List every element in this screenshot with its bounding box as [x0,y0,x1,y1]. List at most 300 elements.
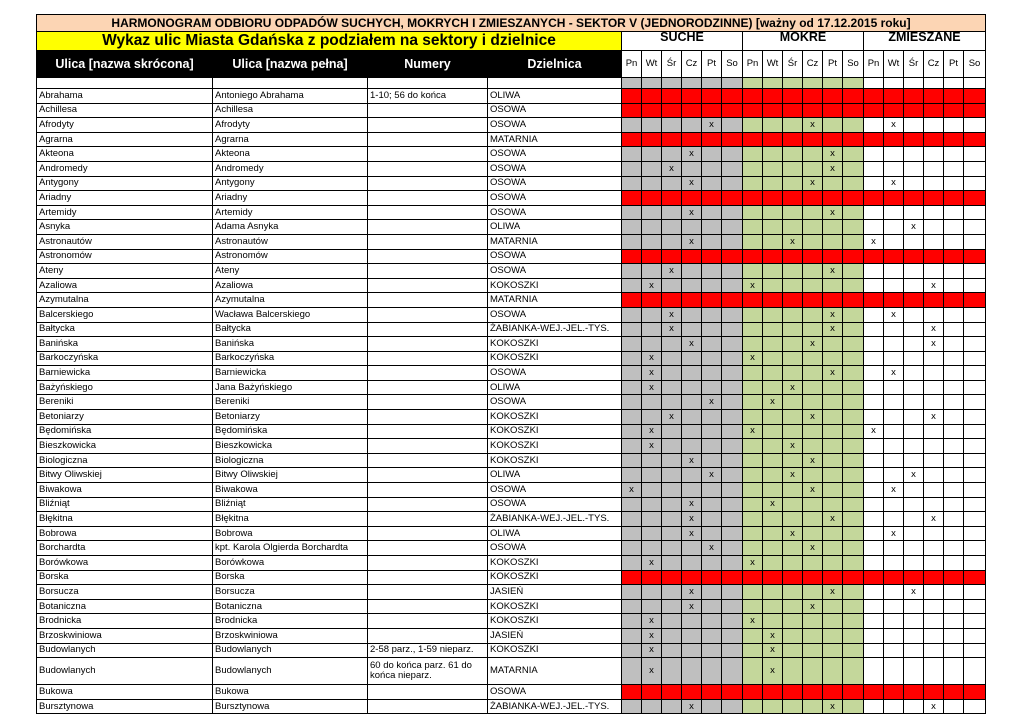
schedule-cell-mokre [843,161,864,176]
unavailable-cell [904,132,924,147]
table-row [37,351,986,366]
schedule-cell-zmieszane [884,351,904,366]
street-short-name: Borówkowa [37,556,213,571]
unavailable-cell [964,685,986,700]
unavailable-cell [622,103,642,118]
street-full-name: Andromedy [213,161,368,176]
schedule-cell-zmieszane [864,483,884,498]
schedule-cell-mokre [763,278,783,293]
schedule-cell-zmieszane [864,264,884,279]
unavailable-cell [682,570,702,585]
unavailable-cell [843,570,864,585]
schedule-cell-suche [642,220,662,235]
street-full-name: Barniewicka [213,366,368,381]
schedule-cell-mokre [843,468,864,483]
schedule-cell-suche [702,161,722,176]
table-row [37,453,986,468]
schedule-cell-mokre: x [823,512,843,527]
schedule-cell-suche [642,395,662,410]
schedule-cell-mokre [843,366,864,381]
unavailable-cell [944,249,964,264]
schedule-cell-zmieszane [964,220,986,235]
schedule-cell-suche [682,351,702,366]
schedule-cell-mokre [763,176,783,191]
schedule-cell-mokre: x [823,161,843,176]
table-row [37,556,986,571]
schedule-cell-suche [642,322,662,337]
unavailable-cell [722,249,743,264]
unavailable-cell [843,89,864,104]
schedule-cell-suche [722,118,743,133]
unavailable-cell [783,132,803,147]
schedule-cell-suche: x [642,628,662,643]
unavailable-cell [662,570,682,585]
schedule-cell-zmieszane [864,366,884,381]
schedule-cell-mokre [803,512,823,527]
unavailable-cell [944,293,964,308]
schedule-cell-suche [702,366,722,381]
table-row [37,526,986,541]
schedule-cell-mokre [763,483,783,498]
street-short-name: Budowlanych [37,658,213,685]
schedule-cell-suche [702,614,722,629]
schedule-cell-mokre [763,599,783,614]
schedule-cell-zmieszane [964,176,986,191]
schedule-cell-suche [642,161,662,176]
schedule-cell-suche: x [682,699,702,714]
schedule-cell-mokre: x [803,176,823,191]
schedule-cell-mokre [843,322,864,337]
schedule-cell-zmieszane [864,307,884,322]
schedule-cell-mokre [763,410,783,425]
unavailable-cell [743,293,763,308]
schedule-cell-zmieszane [944,556,964,571]
schedule-cell-suche: x [702,118,722,133]
schedule-cell-mokre [843,541,864,556]
unavailable-cell [682,191,702,206]
schedule-cell-zmieszane [904,643,924,658]
schedule-cell-zmieszane [924,497,944,512]
schedule-cell-mokre [763,337,783,352]
schedule-cell-suche [622,699,642,714]
column-header-full-name: Ulica [nazwa pełna] [213,51,368,78]
schedule-cell-suche: x [642,278,662,293]
schedule-cell-mokre: x [783,234,803,249]
street-full-name: Brzoskwiniowa [213,628,368,643]
schedule-cell-mokre [743,234,763,249]
schedule-cell-zmieszane [904,599,924,614]
schedule-cell-mokre [743,147,763,162]
schedule-cell-suche [622,526,642,541]
schedule-cell-suche [702,351,722,366]
schedule-cell-mokre [743,512,763,527]
schedule-cell-zmieszane [944,439,964,454]
street-short-name: Azymutalna [37,293,213,308]
street-short-name: Antygony [37,176,213,191]
street-short-name: Ateny [37,264,213,279]
street-full-name: Borówkowa [213,556,368,571]
day-header-mokre-pn: Pn [743,51,763,78]
district: OSOWA [488,307,622,322]
schedule-cell-suche: x [642,351,662,366]
schedule-cell-zmieszane [884,643,904,658]
schedule-cell-suche [622,658,642,685]
schedule-cell-suche [702,380,722,395]
unavailable-cell [743,89,763,104]
street-full-name: kpt. Karola Olgierda Borchardta [213,541,368,556]
unavailable-cell [843,132,864,147]
unavailable-cell [864,293,884,308]
schedule-cell-zmieszane [944,512,964,527]
table-row [37,176,986,191]
unavailable-cell [843,293,864,308]
schedule-cell-mokre [803,307,823,322]
schedule-cell-suche [722,658,743,685]
schedule-cell-suche [662,614,682,629]
schedule-cell-mokre [783,322,803,337]
unavailable-cell [843,249,864,264]
schedule-cell-suche [722,497,743,512]
schedule-cell-suche [622,643,642,658]
schedule-cell-mokre [783,424,803,439]
street-short-name: Astronomów [37,249,213,264]
schedule-cell-suche [702,205,722,220]
unavailable-cell [682,293,702,308]
schedule-cell-suche [662,585,682,600]
schedule-cell-suche: x [662,307,682,322]
street-short-name: Botaniczna [37,599,213,614]
schedule-cell-zmieszane [964,483,986,498]
unavailable-cell [722,293,743,308]
schedule-cell-mokre [803,322,823,337]
schedule-cell-zmieszane [964,161,986,176]
schedule-cell-suche [662,541,682,556]
street-rows [37,78,986,714]
street-numbers [368,307,488,322]
schedule-cell-mokre [803,161,823,176]
schedule-cell-suche [642,483,662,498]
district: OSOWA [488,685,622,700]
unavailable-cell [904,685,924,700]
table-row [37,234,986,249]
schedule-cell-mokre [803,643,823,658]
schedule-cell-mokre [823,614,843,629]
street-numbers [368,380,488,395]
schedule-cell-zmieszane [904,264,924,279]
schedule-cell-suche [662,205,682,220]
district: ŻABIANKA-WEJ.-JEL.-TYS. [488,699,622,714]
schedule-cell-zmieszane [964,234,986,249]
unavailable-cell [924,249,944,264]
schedule-cell-mokre [843,351,864,366]
street-numbers [368,249,488,264]
schedule-cell-suche [682,439,702,454]
schedule-cell-suche: x [682,599,702,614]
day-header-suche-cz: Cz [682,51,702,78]
street-numbers [368,161,488,176]
street-short-name: Błękitna [37,512,213,527]
street-short-name: Bursztynowa [37,699,213,714]
schedule-cell-mokre [763,380,783,395]
schedule-cell-suche [622,599,642,614]
schedule-cell-zmieszane [864,176,884,191]
schedule-cell-zmieszane [904,147,924,162]
unavailable-cell [803,293,823,308]
group-header-zmieszane: ZMIESZANE [864,32,986,51]
unavailable-cell [743,249,763,264]
unavailable-cell [884,293,904,308]
schedule-cell-zmieszane: x [884,118,904,133]
street-full-name: Achillesa [213,103,368,118]
schedule-cell-mokre [783,556,803,571]
schedule-cell-suche [722,307,743,322]
table-row [37,366,986,381]
unavailable-cell [884,685,904,700]
district: KOKOSZKI [488,570,622,585]
unavailable-cell [964,103,986,118]
schedule-cell-suche [642,337,662,352]
schedule-cell-zmieszane [964,307,986,322]
street-short-name: Agrarna [37,132,213,147]
schedule-cell-zmieszane [924,614,944,629]
street-numbers [368,685,488,700]
schedule-cell-suche [622,161,642,176]
table-row [37,161,986,176]
street-numbers [368,541,488,556]
schedule-cell-mokre [843,556,864,571]
street-numbers [368,585,488,600]
schedule-cell-suche [682,541,702,556]
schedule-cell-zmieszane [904,337,924,352]
schedule-cell-mokre [843,512,864,527]
schedule-cell-zmieszane [944,366,964,381]
document-title: HARMONOGRAM ODBIORU ODPADÓW SUCHYCH, MOKRYCH I ZMIESZANYCH - SEKTOR V (JEDNORODZINNE) [ważny od 17.12.2015 roku] [37,15,986,32]
street-short-name: Będomińska [37,424,213,439]
schedule-cell-zmieszane [964,205,986,220]
schedule-cell-zmieszane: x [864,424,884,439]
unavailable-cell [884,132,904,147]
street-numbers [368,351,488,366]
schedule-cell-suche [662,424,682,439]
street-full-name: Ariadny [213,191,368,206]
schedule-cell-zmieszane [904,380,924,395]
schedule-cell-mokre [803,699,823,714]
schedule-cell-suche [662,497,682,512]
schedule-table [36,14,986,714]
unavailable-cell [662,132,682,147]
district: OSOWA [488,264,622,279]
schedule-cell-zmieszane [924,628,944,643]
schedule-cell-zmieszane [964,699,986,714]
schedule-cell-suche: x [642,380,662,395]
schedule-cell-mokre [843,628,864,643]
schedule-cell-suche [622,366,642,381]
street-full-name: Betoniarzy [213,410,368,425]
schedule-cell-mokre [843,439,864,454]
schedule-cell-mokre [763,366,783,381]
schedule-cell-suche [702,628,722,643]
schedule-cell-zmieszane [924,264,944,279]
schedule-cell-zmieszane [964,278,986,293]
schedule-cell-mokre [823,643,843,658]
schedule-cell-zmieszane [964,118,986,133]
schedule-cell-suche: x [642,658,662,685]
unavailable-cell [884,570,904,585]
schedule-cell-zmieszane: x [924,322,944,337]
schedule-cell-suche [622,439,642,454]
day-header-mokre-cz: Cz [803,51,823,78]
day-header-zmieszane-pn: Pn [864,51,884,78]
table-row [37,380,986,395]
schedule-cell-zmieszane: x [924,410,944,425]
table-row [37,699,986,714]
schedule-cell-mokre [783,366,803,381]
unavailable-cell [702,293,722,308]
schedule-cell-suche [702,424,722,439]
schedule-cell-suche [722,424,743,439]
schedule-cell-suche [682,366,702,381]
schedule-cell-suche [682,161,702,176]
schedule-cell-zmieszane [924,366,944,381]
unavailable-cell [682,249,702,264]
unavailable-cell [702,103,722,118]
unavailable-cell [964,249,986,264]
schedule-cell-mokre [843,585,864,600]
column-header-district: Dzielnica [488,51,622,78]
schedule-cell-mokre [743,118,763,133]
day-header-suche-pn: Pn [622,51,642,78]
schedule-cell-suche [662,439,682,454]
table-row [37,307,986,322]
schedule-cell-zmieszane [924,468,944,483]
table-row [37,220,986,235]
schedule-cell-mokre: x [763,497,783,512]
schedule-cell-mokre [823,424,843,439]
street-numbers [368,424,488,439]
schedule-cell-zmieszane [904,176,924,191]
schedule-cell-mokre [803,424,823,439]
unavailable-cell [743,103,763,118]
street-short-name: Bliźniąt [37,497,213,512]
schedule-cell-suche: x [682,453,702,468]
schedule-cell-zmieszane: x [904,220,924,235]
schedule-cell-zmieszane [864,118,884,133]
schedule-cell-mokre: x [783,468,803,483]
street-full-name: Biologiczna [213,453,368,468]
street-short-name: Budowlanych [37,643,213,658]
schedule-cell-suche [642,264,662,279]
schedule-cell-zmieszane [904,395,924,410]
unavailable-cell [864,685,884,700]
unavailable-cell [763,685,783,700]
schedule-cell-zmieszane [944,234,964,249]
schedule-cell-zmieszane [964,395,986,410]
unavailable-cell [783,570,803,585]
street-numbers [368,439,488,454]
schedule-cell-suche [682,307,702,322]
schedule-cell-suche [642,699,662,714]
street-short-name: Biologiczna [37,453,213,468]
schedule-cell-zmieszane [964,468,986,483]
schedule-cell-mokre [783,628,803,643]
district: ŻABIANKA-WEJ.-JEL.-TYS. [488,322,622,337]
unavailable-cell [864,132,884,147]
schedule-cell-zmieszane [864,161,884,176]
street-short-name: Asnyka [37,220,213,235]
schedule-cell-mokre [783,599,803,614]
schedule-cell-mokre [743,599,763,614]
schedule-cell-zmieszane: x [924,278,944,293]
schedule-cell-suche [722,147,743,162]
unavailable-cell [864,103,884,118]
schedule-cell-suche [622,424,642,439]
street-short-name: Barkoczyńska [37,351,213,366]
schedule-cell-suche [662,234,682,249]
unavailable-cell [924,570,944,585]
table-row [37,103,986,118]
schedule-cell-zmieszane [864,541,884,556]
schedule-cell-zmieszane [964,556,986,571]
street-short-name: Bobrowa [37,526,213,541]
street-numbers [368,614,488,629]
schedule-cell-zmieszane [944,337,964,352]
schedule-cell-mokre [763,264,783,279]
schedule-cell-mokre [783,351,803,366]
schedule-cell-mokre [743,585,763,600]
unavailable-cell [662,191,682,206]
schedule-cell-suche: x [662,322,682,337]
unavailable-cell [823,570,843,585]
schedule-cell-mokre [783,497,803,512]
schedule-cell-zmieszane: x [924,337,944,352]
unavailable-cell [823,685,843,700]
schedule-cell-suche [622,380,642,395]
schedule-cell-mokre [843,526,864,541]
schedule-cell-mokre [843,410,864,425]
unavailable-cell [864,570,884,585]
unavailable-cell [803,685,823,700]
schedule-cell-zmieszane [964,614,986,629]
schedule-cell-zmieszane [924,424,944,439]
schedule-cell-suche [642,599,662,614]
schedule-cell-zmieszane [864,322,884,337]
table-row [37,439,986,454]
schedule-cell-mokre [783,483,803,498]
schedule-cell-zmieszane [924,161,944,176]
street-full-name: Botaniczna [213,599,368,614]
schedule-cell-zmieszane: x [884,366,904,381]
schedule-cell-suche [622,541,642,556]
unavailable-cell [662,249,682,264]
schedule-cell-zmieszane [964,453,986,468]
table-row [37,570,986,585]
street-numbers [368,512,488,527]
schedule-cell-suche [722,468,743,483]
schedule-cell-suche [722,205,743,220]
schedule-cell-zmieszane [944,118,964,133]
schedule-cell-mokre [803,264,823,279]
schedule-cell-suche [662,556,682,571]
schedule-cell-mokre [763,614,783,629]
schedule-cell-mokre: x [823,585,843,600]
schedule-cell-zmieszane [884,541,904,556]
street-full-name: Bursztynowa [213,699,368,714]
street-numbers [368,570,488,585]
schedule-cell-suche [702,278,722,293]
unavailable-cell [964,570,986,585]
schedule-cell-zmieszane [964,380,986,395]
schedule-cell-mokre [763,424,783,439]
